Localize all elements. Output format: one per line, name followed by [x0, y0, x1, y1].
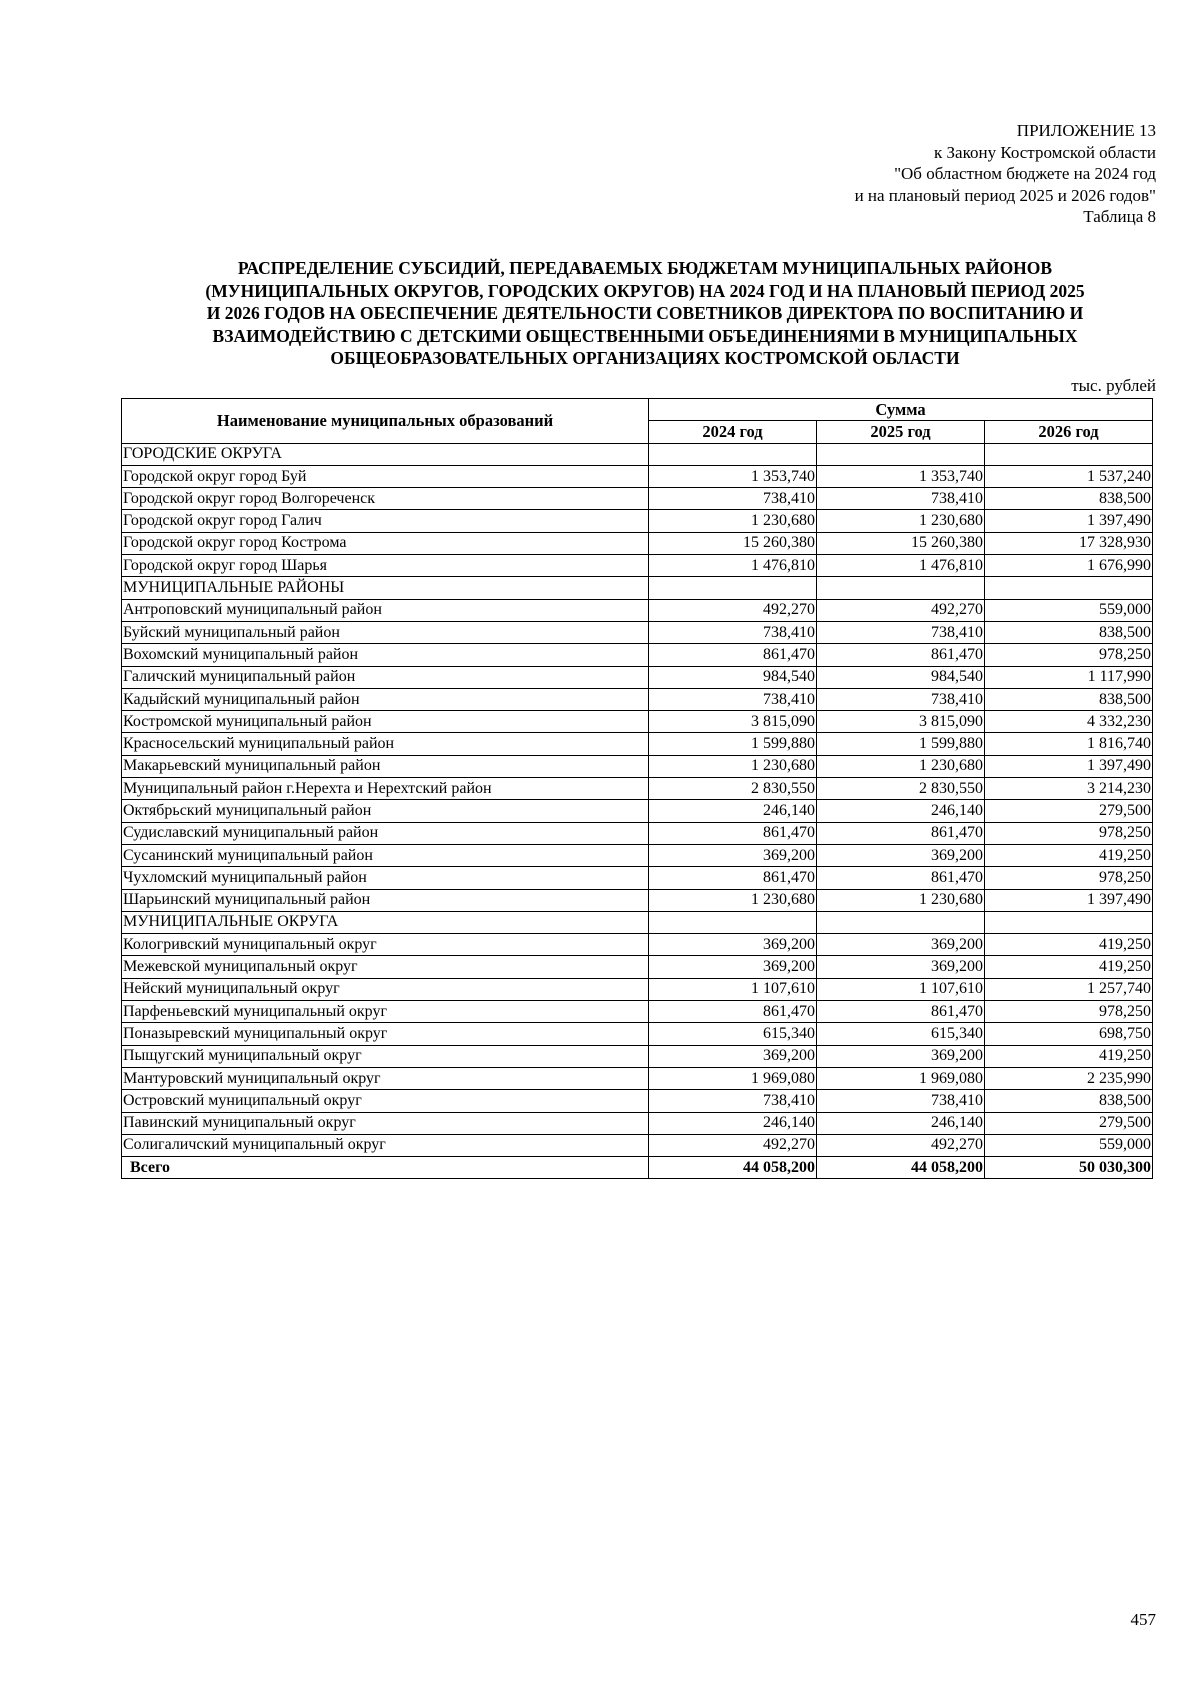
title-line: ВЗАИМОДЕЙСТВИЮ С ДЕТСКИМИ ОБЩЕСТВЕННЫМИ ОБЪЕДИНЕНИЯМИ В МУНИЦИПАЛЬНЫХ	[212, 325, 1078, 346]
table-row	[122, 822, 1153, 844]
row-value-2025: 861,470	[817, 867, 985, 889]
table-row	[122, 800, 1153, 822]
row-name: Поназыревский муниципальный округ	[122, 1023, 649, 1045]
table-row	[122, 1023, 1153, 1045]
table-row	[122, 1112, 1153, 1134]
row-name: Сусанинский муниципальный район	[122, 844, 649, 866]
row-value-2024: 861,470	[649, 822, 817, 844]
row-name: Шарьинский муниципальный район	[122, 889, 649, 911]
row-value-2024: 1 599,880	[649, 733, 817, 755]
row-value-2026: 978,250	[985, 644, 1153, 666]
row-value-2024: 615,340	[649, 1023, 817, 1045]
table-row	[122, 889, 1153, 911]
row-value-2025: 1 107,610	[817, 978, 985, 1000]
row-value-2025: 1 230,680	[817, 510, 985, 532]
row-name: Чухломский муниципальный район	[122, 867, 649, 889]
table-row	[122, 1045, 1153, 1067]
row-value-2024: 369,200	[649, 956, 817, 978]
row-name: Костромской муниципальный район	[122, 711, 649, 733]
row-value-2024: 1 476,810	[649, 555, 817, 577]
row-value-2024: 3 815,090	[649, 711, 817, 733]
table-row	[122, 733, 1153, 755]
row-value-2024: 738,410	[649, 621, 817, 643]
row-value-2026	[985, 577, 1153, 599]
row-value-2026: 838,500	[985, 621, 1153, 643]
row-value-2024: 2 830,550	[649, 778, 817, 800]
row-value-2026: 1 117,990	[985, 666, 1153, 688]
row-value-2026: 1 816,740	[985, 733, 1153, 755]
row-value-2025: 492,270	[817, 1134, 985, 1156]
row-value-2025: 369,200	[817, 956, 985, 978]
row-value-2025: 369,200	[817, 934, 985, 956]
row-name: Городской округ город Волгореченск	[122, 488, 649, 510]
appendix-law-title: "Об областном бюджете на 2024 год	[894, 164, 1156, 183]
table-row	[122, 755, 1153, 777]
table-row	[122, 711, 1153, 733]
row-value-2026: 1 397,490	[985, 755, 1153, 777]
row-name: Городской округ город Кострома	[122, 532, 649, 554]
row-value-2026: 279,500	[985, 1112, 1153, 1134]
row-value-2025: 861,470	[817, 1001, 985, 1023]
row-value-2024: 738,410	[649, 688, 817, 710]
header-sum: Сумма	[649, 399, 1153, 421]
row-value-2024: 369,200	[649, 1045, 817, 1067]
row-value-2025: 246,140	[817, 800, 985, 822]
row-value-2025: 1 599,880	[817, 733, 985, 755]
row-value-2024	[649, 577, 817, 599]
row-value-2026: 838,500	[985, 488, 1153, 510]
row-value-2026: 978,250	[985, 1001, 1153, 1023]
row-value-2024: 1 230,680	[649, 755, 817, 777]
row-value-2024: 246,140	[649, 800, 817, 822]
row-value-2024: 861,470	[649, 1001, 817, 1023]
table-row	[122, 867, 1153, 889]
row-value-2024: 738,410	[649, 1090, 817, 1112]
row-value-2024: 1 107,610	[649, 978, 817, 1000]
row-value-2025: 861,470	[817, 822, 985, 844]
row-value-2025	[817, 911, 985, 933]
appendix-law: к Закону Костромской области	[934, 142, 1156, 162]
table-row	[122, 510, 1153, 532]
row-value-2026: 838,500	[985, 1090, 1153, 1112]
row-value-2024: 492,270	[649, 599, 817, 621]
table-body	[122, 443, 1153, 1157]
row-value-2025: 1 353,740	[817, 465, 985, 487]
row-value-2026	[985, 911, 1153, 933]
document-title	[130, 257, 1160, 370]
table-row	[122, 778, 1153, 800]
row-value-2024: 369,200	[649, 934, 817, 956]
row-value-2025	[817, 577, 985, 599]
row-value-2024: 1 353,740	[649, 465, 817, 487]
row-value-2025: 738,410	[817, 488, 985, 510]
subsidy-table	[121, 398, 1153, 1179]
total-2024: 44 058,200	[649, 1157, 817, 1179]
row-value-2026: 1 676,990	[985, 555, 1153, 577]
row-value-2026: 838,500	[985, 688, 1153, 710]
row-value-2026: 978,250	[985, 867, 1153, 889]
table-row	[122, 599, 1153, 621]
total-2025: 44 058,200	[817, 1157, 985, 1179]
appendix-table-number: Таблица 8	[1083, 207, 1156, 226]
row-value-2025: 738,410	[817, 688, 985, 710]
row-name: Муниципальный район г.Нерехта и Нерехтский район	[122, 778, 649, 800]
row-value-2026: 698,750	[985, 1023, 1153, 1045]
row-value-2026: 419,250	[985, 844, 1153, 866]
title-line: И 2026 ГОДОВ НА ОБЕСПЕЧЕНИЕ ДЕЯТЕЛЬНОСТИ СОВЕТНИКОВ ДИРЕКТОРА ПО ВОСПИТАНИЮ И	[206, 303, 1084, 323]
row-name: Островский муниципальный округ	[122, 1090, 649, 1112]
row-value-2026: 419,250	[985, 956, 1153, 978]
row-name: Городской округ город Шарья	[122, 555, 649, 577]
title-line: (МУНИЦИПАЛЬНЫХ ОКРУГОВ, ГОРОДСКИХ ОКРУГОВ) НА 2024 ГОД И НА ПЛАНОВЫЙ ПЕРИОД 2025	[205, 280, 1085, 301]
row-value-2025: 1 230,680	[817, 755, 985, 777]
row-value-2024: 1 230,680	[649, 889, 817, 911]
title-line: ОБЩЕОБРАЗОВАТЕЛЬНЫХ ОРГАНИЗАЦИЯХ КОСТРОМСКОЙ ОБЛАСТИ	[330, 348, 960, 368]
table-row	[122, 978, 1153, 1000]
row-value-2024	[649, 443, 817, 465]
table-row	[122, 934, 1153, 956]
row-value-2026: 2 235,990	[985, 1067, 1153, 1089]
row-value-2024: 15 260,380	[649, 532, 817, 554]
page-number: 457	[1130, 1610, 1156, 1629]
row-name: Вохомский муниципальный район	[122, 644, 649, 666]
row-value-2024: 738,410	[649, 488, 817, 510]
row-value-2025: 861,470	[817, 644, 985, 666]
row-value-2025: 369,200	[817, 1045, 985, 1067]
row-value-2025: 3 815,090	[817, 711, 985, 733]
row-value-2026: 559,000	[985, 599, 1153, 621]
row-value-2025: 1 230,680	[817, 889, 985, 911]
row-value-2026: 4 332,230	[985, 711, 1153, 733]
row-name: Кадыйский муниципальный район	[122, 688, 649, 710]
row-value-2024	[649, 911, 817, 933]
row-value-2025: 492,270	[817, 599, 985, 621]
title-line: РАСПРЕДЕЛЕНИЕ СУБСИДИЙ, ПЕРЕДАВАЕМЫХ БЮДЖЕТАМ МУНИЦИПАЛЬНЫХ РАЙОНОВ	[237, 258, 1053, 278]
row-name: МУНИЦИПАЛЬНЫЕ РАЙОНЫ	[122, 577, 649, 599]
table-row	[122, 956, 1153, 978]
row-name: Октябрьский муниципальный район	[122, 800, 649, 822]
row-name: Макарьевский муниципальный район	[122, 755, 649, 777]
appendix-header	[855, 120, 1156, 228]
row-name: Мантуровский муниципальный округ	[122, 1067, 649, 1089]
row-name: Городской округ город Буй	[122, 465, 649, 487]
row-value-2025: 246,140	[817, 1112, 985, 1134]
row-name: Пыщугский муниципальный округ	[122, 1045, 649, 1067]
table-row	[122, 621, 1153, 643]
row-value-2025: 984,540	[817, 666, 985, 688]
row-value-2025: 2 830,550	[817, 778, 985, 800]
row-value-2024: 246,140	[649, 1112, 817, 1134]
row-value-2026: 279,500	[985, 800, 1153, 822]
table-row	[122, 465, 1153, 487]
appendix-number: ПРИЛОЖЕНИЕ 13	[1016, 121, 1156, 140]
row-name: Буйский муниципальный район	[122, 621, 649, 643]
row-name: Парфеньевский муниципальный округ	[122, 1001, 649, 1023]
table-row	[122, 443, 1153, 465]
header-name: Наименование муниципальных образований	[122, 399, 649, 444]
row-value-2025: 615,340	[817, 1023, 985, 1045]
table-row	[122, 488, 1153, 510]
row-name: ГОРОДСКИЕ ОКРУГА	[122, 443, 649, 465]
table-row	[122, 1067, 1153, 1089]
row-name: Красносельский муниципальный район	[122, 733, 649, 755]
table-row	[122, 688, 1153, 710]
row-value-2024: 369,200	[649, 844, 817, 866]
table-row	[122, 577, 1153, 599]
row-value-2026: 1 537,240	[985, 465, 1153, 487]
row-value-2025: 369,200	[817, 844, 985, 866]
units-label: тыс. рублей	[1071, 376, 1156, 395]
row-value-2024: 861,470	[649, 644, 817, 666]
row-value-2025: 1 476,810	[817, 555, 985, 577]
total-label: Всего	[122, 1157, 649, 1179]
row-name: Городской округ город Галич	[122, 510, 649, 532]
table-row	[122, 1001, 1153, 1023]
header-year-2024: 2024 год	[649, 421, 817, 443]
row-value-2024: 861,470	[649, 867, 817, 889]
row-value-2026: 1 397,490	[985, 510, 1153, 532]
table-row	[122, 644, 1153, 666]
row-value-2026: 3 214,230	[985, 778, 1153, 800]
row-value-2026: 419,250	[985, 934, 1153, 956]
header-year-2025: 2025 год	[817, 421, 985, 443]
row-value-2026: 1 397,490	[985, 889, 1153, 911]
table-row	[122, 911, 1153, 933]
row-name: Павинский муниципальный округ	[122, 1112, 649, 1134]
row-name: Судиславский муниципальный район	[122, 822, 649, 844]
row-value-2026: 978,250	[985, 822, 1153, 844]
row-value-2025: 1 969,080	[817, 1067, 985, 1089]
row-value-2024: 1 969,080	[649, 1067, 817, 1089]
row-value-2025	[817, 443, 985, 465]
row-value-2025: 738,410	[817, 1090, 985, 1112]
row-name: Нейский муниципальный округ	[122, 978, 649, 1000]
row-value-2025: 738,410	[817, 621, 985, 643]
row-value-2025: 15 260,380	[817, 532, 985, 554]
header-year-2026: 2026 год	[985, 421, 1153, 443]
table-row	[122, 555, 1153, 577]
row-value-2026: 17 328,930	[985, 532, 1153, 554]
table-row	[122, 844, 1153, 866]
table-row	[122, 666, 1153, 688]
row-name: Межевской муниципальный округ	[122, 956, 649, 978]
table-row	[122, 1134, 1153, 1156]
table-row	[122, 1090, 1153, 1112]
total-2026: 50 030,300	[985, 1157, 1153, 1179]
appendix-law-period: и на плановый период 2025 и 2026 годов"	[854, 185, 1156, 205]
row-name: МУНИЦИПАЛЬНЫЕ ОКРУГА	[122, 911, 649, 933]
row-name: Галичский муниципальный район	[122, 666, 649, 688]
row-name: Антроповский муниципальный район	[122, 599, 649, 621]
row-name: Кологривский муниципальный округ	[122, 934, 649, 956]
row-name: Солигаличский муниципальный округ	[122, 1134, 649, 1156]
row-value-2026: 1 257,740	[985, 978, 1153, 1000]
row-value-2024: 1 230,680	[649, 510, 817, 532]
row-value-2026	[985, 443, 1153, 465]
row-value-2024: 492,270	[649, 1134, 817, 1156]
row-value-2024: 984,540	[649, 666, 817, 688]
row-value-2026: 559,000	[985, 1134, 1153, 1156]
total-row	[122, 1157, 1153, 1179]
row-value-2026: 419,250	[985, 1045, 1153, 1067]
table-row	[122, 532, 1153, 554]
